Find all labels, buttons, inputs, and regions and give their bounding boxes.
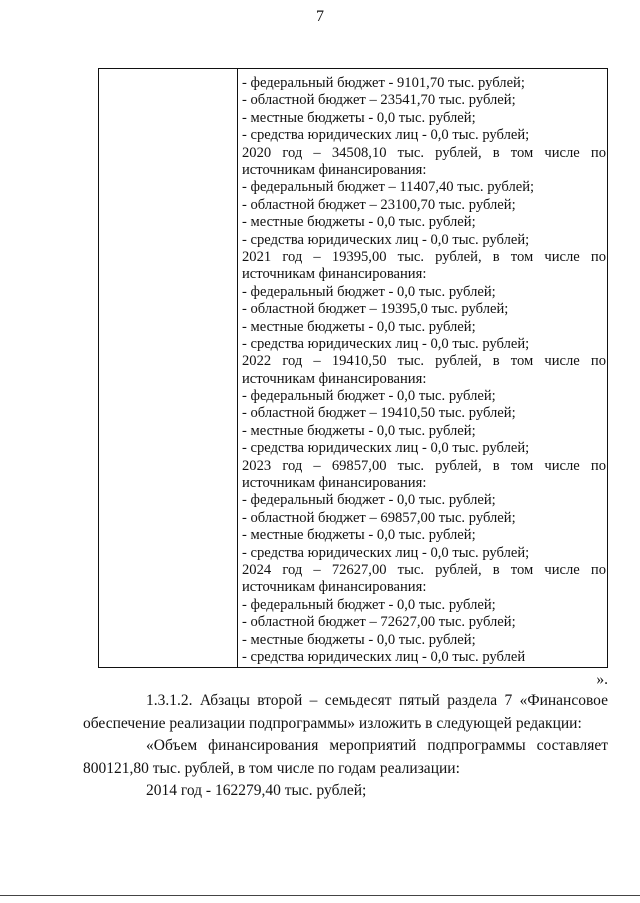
budget-source-line: - средства юридических лиц - 0,0 тыс. рублей; [242,335,530,352]
closing-quote: ». [596,671,608,688]
budget-source-line: - областной бюджет – 72627,00 тыс. рублей; [242,614,516,631]
page-number: 7 [316,8,324,25]
budget-source-line: - федеральный бюджет - 0,0 тыс. рублей; [242,492,496,509]
year-total-line [242,562,606,597]
budget-source-line: - местные бюджеты - 0,0 тыс. рублей; [242,214,476,231]
paragraph-year-2014 [110,780,608,803]
table-left-cell [99,69,238,667]
paragraph-first-line: 2014 год - 162279,40 тыс. рублей; [146,782,367,799]
funding-sources-label: источникам финансирования: [242,266,427,283]
budget-source-line: - областной бюджет – 19395,0 тыс. рублей; [242,301,509,318]
budget-source-line: - областной бюджет – 69857,00 тыс. рублей; [242,509,516,526]
funding-sources-label: источникам финансирования: [242,161,427,178]
budget-source-line: - местные бюджеты - 0,0 тыс. рублей; [242,318,476,335]
budget-source-line: - федеральный бюджет - 9101,70 тыс. рублей; [242,75,525,91]
budget-source-line: - федеральный бюджет - 0,0 тыс. рублей; [242,388,496,405]
budget-source-line: - средства юридических лиц - 0,0 тыс. рублей; [242,544,530,561]
budget-source-line: - средства юридических лиц - 0,0 тыс. рублей; [242,440,530,457]
year-total-text: 2023 год – 69857,00 тыс. рублей, в том числе по [242,457,606,474]
table-right-cell [238,69,607,667]
year-total-text: 2022 год – 19410,50 тыс. рублей, в том числе по [242,353,606,370]
budget-source-line: - местные бюджеты - 0,0 тыс. рублей; [242,527,476,544]
budget-source-line: - областной бюджет – 23541,70 тыс. рублей; [242,92,516,109]
paragraph-amend-section-7 [83,690,608,735]
budget-source-line: - федеральный бюджет – 11407,40 тыс. рублей; [242,179,535,196]
budget-source-line: - областной бюджет – 23100,70 тыс. рублей; [242,196,516,213]
page-bottom-rule [0,895,640,896]
paragraph-continuation: обеспечение реализации подпрограммы» изложить в следующей редакции: [83,714,582,732]
budget-source-line: - средства юридических лиц - 0,0 тыс. рублей [242,648,526,665]
funding-sources-label: источникам финансирования: [242,475,427,492]
funding-sources-label: источникам финансирования: [242,370,427,387]
budget-source-line: - федеральный бюджет - 0,0 тыс. рублей; [242,596,496,613]
year-total-text: 2021 год – 19395,00 тыс. рублей, в том числе по [242,248,606,265]
budget-source-line: - местные бюджеты - 0,0 тыс. рублей; [242,109,476,126]
budget-source-line: - федеральный бюджет - 0,0 тыс. рублей; [242,283,496,300]
budget-source-line: - средства юридических лиц - 0,0 тыс. рублей; [242,127,530,144]
budget-source-line: - местные бюджеты - 0,0 тыс. рублей; [242,422,476,439]
paragraph-continuation: 800121,80 тыс. рублей, в том числе по годам реализации: [83,759,460,777]
paragraph-total-volume [83,735,608,780]
year-total-line [242,458,606,493]
budget-source-line: - областной бюджет – 19410,50 тыс. рублей; [242,405,516,422]
year-total-line [242,249,606,284]
year-total-line [242,353,606,388]
year-total-text: 2020 год – 34508,10 тыс. рублей, в том числе по [242,144,606,161]
financing-table [98,68,608,668]
budget-source-line: - средства юридических лиц - 0,0 тыс. рублей; [242,231,530,248]
year-total-line [242,145,606,180]
paragraph-first-line: «Объем финансирования мероприятий подпрограммы составляет [146,737,608,754]
budget-source-line: - местные бюджеты - 0,0 тыс. рублей; [242,631,476,648]
funding-sources-label: источникам финансирования: [242,579,427,596]
paragraph-first-line: 1.3.1.2. Абзацы второй – семьдесят пятый раздела 7 «Финансовое [146,692,608,709]
year-total-text: 2024 год – 72627,00 тыс. рублей, в том числе по [242,562,606,578]
